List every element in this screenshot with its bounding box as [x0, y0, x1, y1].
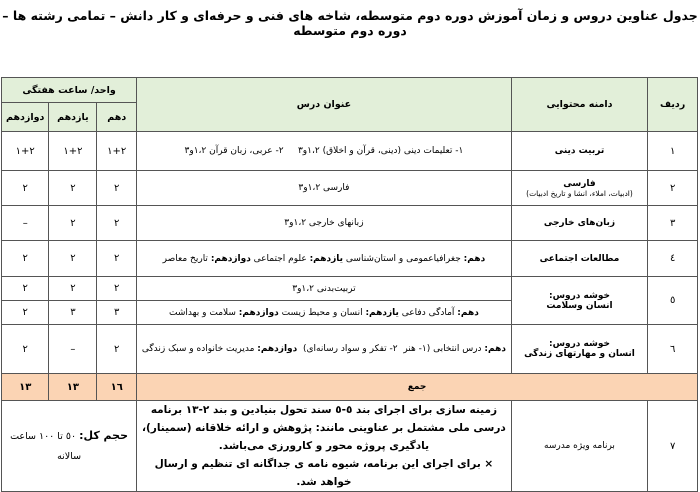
header-grade-10: دهم [97, 103, 137, 132]
total-grade-11: ۱۳ [49, 374, 97, 401]
header-grade-12: دوازدهم [2, 103, 49, 132]
program-description: زمینه سازی برای اجرای بند ٥-٥ سند تحول بنیادین و بند ۲-۱۳ برنامه درسی ملی مشتمل بر عناوینی مانند: پژوهش و ارائه خلاقانه (سمینار)، یادگیری پروژه محور و کارورزی می‌باشد. [142, 404, 506, 452]
domain-subtitle: انسان وسلامت [546, 300, 613, 311]
grade-label: دوازدهم: [257, 344, 298, 354]
grade-12-cell: ۲ [2, 301, 49, 325]
grade-11-cell: ۳ [49, 301, 97, 325]
volume-label: حجم کل: [79, 428, 129, 442]
domain-cell: تربیت دینی [511, 132, 648, 171]
row-number: ۷ [648, 401, 698, 492]
row-number: ٤ [648, 241, 698, 277]
grade-label: دوازدهم: [238, 307, 279, 318]
course-text: درس انتخابی (۱- هنر ۲- تفکر و سواد رسانه‌ای) [297, 344, 485, 354]
total-label: جمع [137, 374, 698, 401]
header-row-number: ردیف [648, 78, 698, 132]
course-cell [137, 301, 512, 325]
course-text: جغرافیاعمومی و استان‌شناسی [343, 253, 464, 264]
table-row [2, 241, 698, 277]
grade-label: دهم: [457, 307, 479, 318]
row-number: ٥ [648, 277, 698, 325]
domain-subtitle: انسان و مهارتهای زندگی [524, 349, 635, 359]
domain-cell: برنامه ویژه مدرسه [511, 401, 648, 492]
table-row [2, 206, 698, 241]
row-number: ۱ [648, 132, 698, 171]
grade-11-cell: ۲ [49, 171, 97, 206]
grade-10-cell: ۲ [97, 206, 137, 241]
volume-value: ٥٠ تا ۱۰۰ ساعت سالانه [10, 430, 82, 462]
grade-11-cell: ۲ [49, 241, 97, 277]
grade-10-cell: ۳ [97, 301, 137, 325]
course-cell [137, 401, 512, 492]
total-row [2, 374, 698, 401]
course-text: مدیریت خانواده و سبک زندگی [141, 344, 258, 354]
grade-11-cell: ۲ [49, 277, 97, 301]
course-text: آمادگی دفاعی [398, 307, 458, 318]
header-domain: دامنه محتوایی [511, 78, 648, 132]
grade-11-cell: ۲ [49, 206, 97, 241]
domain-subtitle: (ادبیات، املاء، انشا و تاریخ ادبیات) [526, 188, 633, 198]
domain-title: خوشه دروس: [548, 290, 610, 301]
grade-label: دهم: [463, 253, 486, 264]
table-row [2, 277, 698, 301]
domain-cell: زبان‌های خارجی [511, 206, 648, 241]
grade-10-cell: ۲ [97, 171, 137, 206]
grade-10-cell: ۲ [97, 241, 137, 277]
grade-11-cell: – [49, 325, 97, 374]
grade-11-cell: ۱+۲ [49, 132, 97, 171]
domain-title: خوشه دروس: [548, 339, 610, 349]
row-number: ۲ [648, 171, 698, 206]
course-text: تاریخ معاصر [162, 253, 211, 264]
row-number: ٦ [648, 325, 698, 374]
course-cell [137, 241, 512, 277]
course-cell: فارسی ۱،۲و۳ [137, 171, 512, 206]
course-text: انسان و محیط زیست [278, 307, 366, 318]
domain-cell: مطالعات اجتماعی [511, 241, 648, 277]
course-cell: زبانهای خارجی ۱،۲و۳ [137, 206, 512, 241]
header-course: عنوان درس [137, 78, 512, 132]
course-text: علوم اجتماعی [250, 253, 310, 264]
total-grade-10: ١٦ [97, 374, 137, 401]
page-title: جدول عناوین دروس و زمان آموزش دوره دوم متوسطه، شاخه های فنی و حرفه‌ای و کار دانش – تمامی رشته ها – دوره دوم متوسطه [2, 8, 698, 38]
grade-12-cell: ۲ [2, 325, 49, 374]
course-text: سلامت و بهداشت [169, 307, 239, 318]
grade-label: یازدهم: [365, 307, 399, 318]
table-row [2, 325, 698, 374]
row-number: ۳ [648, 206, 698, 241]
table-row [2, 132, 698, 171]
grade-10-cell: ۱+۲ [97, 132, 137, 171]
grade-10-cell: ۲ [97, 277, 137, 301]
grade-12-cell: – [2, 206, 49, 241]
grade-10-cell: ۲ [97, 325, 137, 374]
grade-12-cell: ۲ [2, 277, 49, 301]
domain-cell [511, 325, 648, 374]
header-weekly-hours: واحد/ ساعت هفتگی [2, 78, 137, 103]
grade-12-cell: ۲ [2, 171, 49, 206]
domain-cell [511, 171, 648, 206]
volume-cell [2, 401, 137, 492]
domain-title: فارسی [563, 178, 596, 189]
grade-12-cell: ۱+۲ [2, 132, 49, 171]
total-grade-12: ۱۳ [2, 374, 49, 401]
course-cell: ۱- تعلیمات دینی (دینی، قرآن و اخلاق) ۱،۲و۳ ۲- عربی، زبان قرآن ۱،۲و۳ [137, 132, 512, 171]
grade-label: یازدهم: [309, 253, 344, 264]
curriculum-table [1, 77, 698, 492]
grade-label: دوازدهم: [210, 253, 251, 264]
table-row [2, 401, 698, 492]
header-grade-11: یازدهم [49, 103, 97, 132]
grade-label: دهم: [484, 344, 506, 354]
program-note: × برای اجرای این برنامه، شیوه نامه ی جداگانه ای تنظیم و ارسال خواهد شد. [154, 458, 494, 488]
grade-12-cell: ۲ [2, 241, 49, 277]
domain-cell [511, 277, 648, 325]
table-row [2, 171, 698, 206]
course-cell: تربیت‌بدنی ۱،۲و۳ [137, 277, 512, 301]
course-cell [137, 325, 512, 374]
